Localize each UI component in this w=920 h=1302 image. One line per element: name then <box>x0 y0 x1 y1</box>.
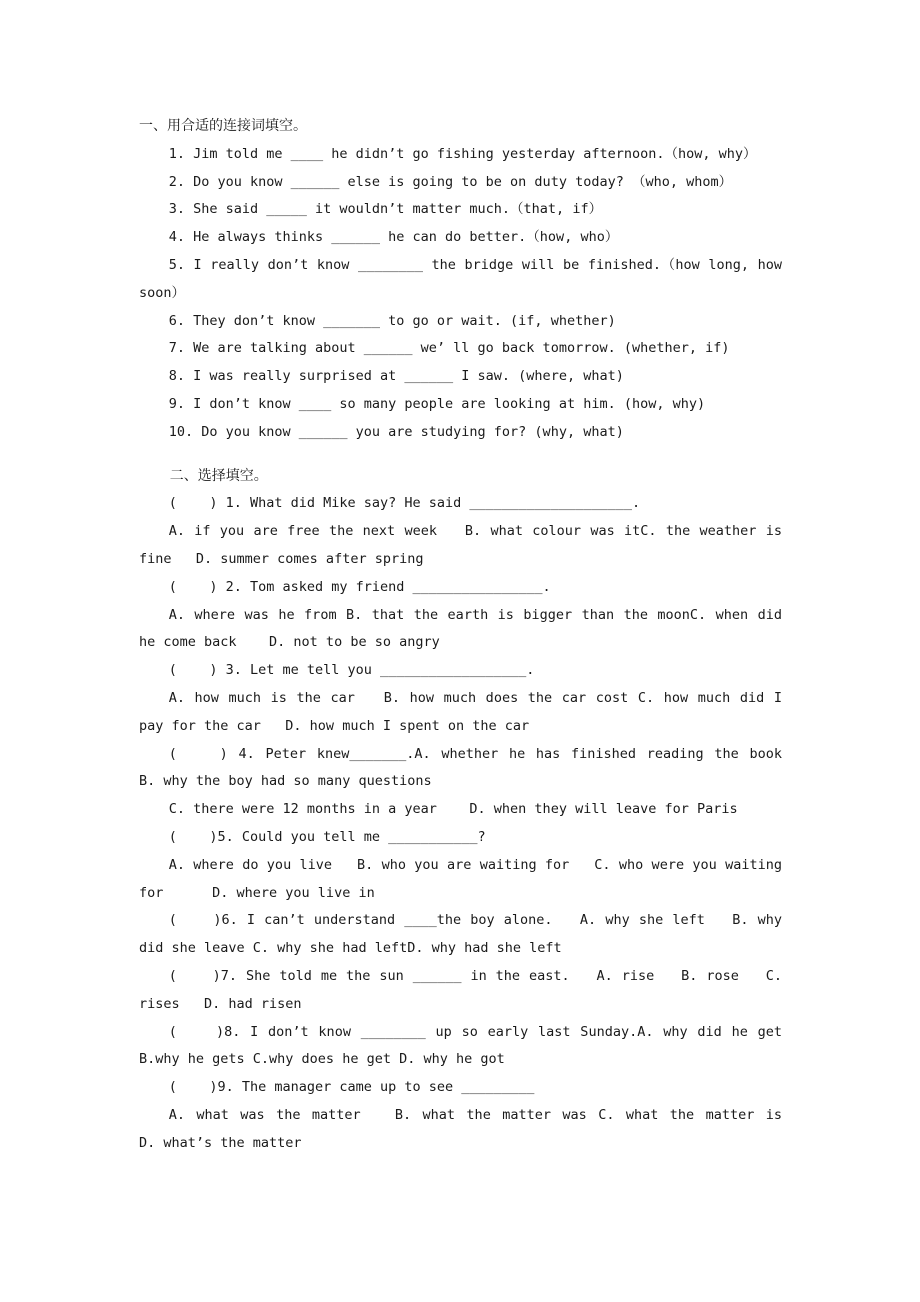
section-1-title: 一、用合适的连接词填空。 <box>139 118 307 134</box>
section-1-item: 4. He always thinks ______ he can do better.（how, who） <box>168 229 619 246</box>
section-1-item: 9. I don’t know ____ so many people are looking at him. (how, why) <box>168 395 706 412</box>
section-gap <box>139 447 782 463</box>
section-2-question: ( ) 1. What did Mike say? He said ____________________. <box>168 495 641 512</box>
section-2-question: ( )6. I can’t understand ____the boy alone. A. why she left B. why did she leave C. why she had leftD. why had she left <box>139 912 791 957</box>
section-2-question: ( )9. The manager came up to see _________ <box>168 1079 535 1096</box>
section-2-options: A. where do you live B. who you are waiting for C. who were you waiting for D. where you live in <box>139 856 791 901</box>
section-1-item: 3. She said _____ it wouldn’t matter much.（that, if） <box>168 201 603 218</box>
section-1-item: 2. Do you know ______ else is going to be on duty today? （who, whom） <box>168 173 733 190</box>
section-1-item: 7. We are talking about ______ we’ ll go back tomorrow. (whether, if) <box>168 340 730 357</box>
section-2-question: ( ) 2. Tom asked my friend ________________. <box>168 578 551 595</box>
section-1-item: 1. Jim told me ____ he didn’t go fishing yesterday afternoon.（how, why） <box>168 145 757 162</box>
section-2-options: A. where was he from B. that the earth is bigger than the moonC. when did he come back D. not to be so angry <box>139 606 791 651</box>
section-2-question: ( ) 4. Peter knew_______.A. whether he has finished reading the book B. why the boy had so many questions <box>139 745 807 790</box>
section-2-options: C. there were 12 months in a year D. when they will leave for Paris <box>168 801 738 818</box>
section-2-options: A. if you are free the next week B. what colour was itC. the weather is fine D. summer comes after spring <box>139 523 791 567</box>
section-2-options: A. how much is the car B. how much does the car cost C. how much did I pay for the car D. how much I spent on the car <box>139 689 791 734</box>
section-1-item: 5. I really don’t know ________ the bridge will be finished.（how long, how soon） <box>139 256 791 301</box>
worksheet-page <box>139 113 831 1157</box>
section-2-question: ( )7. She told me the sun ______ in the east. A. rise B. rose C. rises D. had risen <box>139 967 791 1012</box>
section-2-question: ( )8. I don’t know ________ up so early last Sunday.A. why did he get B.why he gets C.why does he get D. why he got <box>139 1023 791 1068</box>
section-2-question: ( ) 3. Let me tell you __________________. <box>168 662 535 679</box>
section-1-item: 10. Do you know ______ you are studying for? (why, what) <box>168 423 624 440</box>
section-2-title: 二、选择填空。 <box>169 467 268 484</box>
section-2-question: ( )5. Could you tell me ___________? <box>168 828 486 845</box>
section-1-item: 8. I was really surprised at ______ I saw. (where, what) <box>168 368 624 385</box>
section-1-item: 6. They don’t know _______ to go or wait. (if, whether) <box>168 312 616 329</box>
section-2-options: A. what was the matter B. what the matter was C. what the matter is D. what’s the matter <box>139 1106 831 1151</box>
